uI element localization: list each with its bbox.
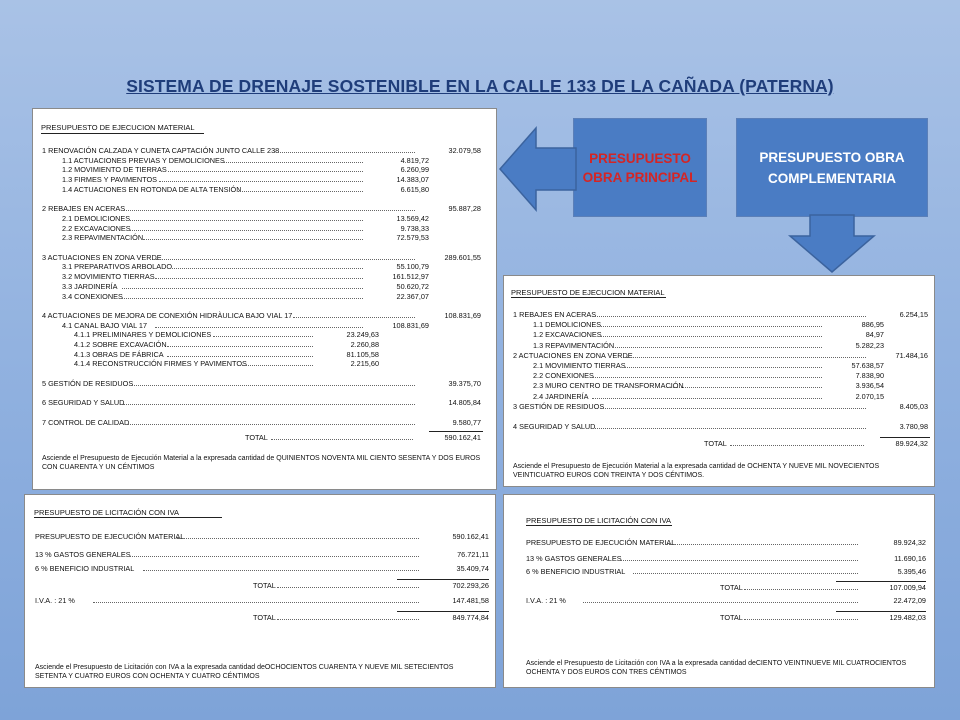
row-value: 2.215,60 (350, 359, 379, 369)
budget-row (504, 392, 932, 401)
row-leader (744, 619, 858, 620)
budget-row (33, 214, 493, 223)
row-leader (277, 619, 419, 620)
row-leader (122, 298, 363, 299)
presupuesto-principal-label (573, 118, 707, 217)
budget-note: Asciende el Presupuesto de Ejecución Material a la expresada cantidad de QUINIENTOS NOVENTA MIL CIENTO SESENTA Y DOS EUROS CON CUARENTA Y UN CÉNTIMOS (42, 455, 481, 471)
row-label: 2.3 MURO CENTRO DE TRANSFORMACIÓN (533, 381, 684, 391)
total-label: TOTAL (245, 433, 268, 443)
row-label: 1.2 EXCAVACIONES (533, 330, 602, 340)
row-leader (156, 259, 415, 260)
budget-row (33, 146, 493, 155)
row-value: 5.282,23 (855, 340, 884, 350)
row-value: 13.569,42 (396, 213, 429, 223)
beneficio-industrial-row (504, 567, 932, 576)
row-label: 5 GESTIÓN DE RESIDUOS (42, 378, 134, 388)
row-label: 7 CONTROL DE CALIDAD (42, 417, 130, 427)
row-value: 50.620,72 (396, 281, 429, 291)
row-value: 55.100,79 (396, 262, 429, 272)
panel-heading: PRESUPUESTO DE LICITACIÓN CON IVA (34, 508, 180, 517)
panel-heading: PRESUPUESTO DE EJECUCION MATERIAL (511, 288, 665, 297)
row-leader (168, 171, 363, 172)
row-value: 129.482,03 (889, 613, 926, 622)
panel-heading: PRESUPUESTO DE LICITACIÓN CON IVA (526, 516, 672, 525)
row-label: 2.2 EXCAVACIONES (62, 223, 131, 233)
row-label: 2 REBAJES EN ACERAS (42, 204, 126, 214)
row-value: 57.638,57 (851, 361, 884, 370)
row-value: 14.383,07 (396, 175, 429, 185)
row-value: 6.260,99 (400, 165, 429, 175)
budget-row (33, 272, 493, 281)
row-leader (601, 408, 866, 409)
budget-row (33, 359, 493, 368)
budget-row (33, 379, 493, 388)
row-leader (633, 573, 858, 574)
row-label: 3.4 CONEXIONES (62, 291, 123, 301)
row-label: 4.1.2 SOBRE EXCAVACIÓN (74, 340, 167, 349)
pem-complementaria-panel (503, 275, 935, 487)
budget-row (33, 292, 493, 301)
row-label: 3.3 JARDINERÍA (62, 281, 118, 291)
budget-row (33, 253, 493, 262)
heading-underline (34, 517, 222, 518)
licitacion-principal-panel (24, 494, 496, 688)
row-leader (130, 220, 363, 221)
row-leader (613, 347, 822, 348)
budget-row (504, 381, 932, 390)
total-value: 590.162,41 (444, 433, 481, 443)
row-label: 2.4 JARDINERÍA (533, 391, 589, 401)
budget-row (33, 350, 493, 359)
row-label: 2.2 CONEXIONES (533, 371, 594, 381)
budget-row (33, 156, 493, 165)
row-label: I.V.A. : 21 % (526, 596, 566, 605)
row-leader (670, 387, 822, 388)
row-label: TOTAL (720, 613, 743, 622)
row-value: 32.079,58 (448, 146, 481, 155)
row-label: 2.1 MOVIMIENTO TIERRAS (533, 361, 626, 370)
row-value: 4.819,72 (400, 155, 429, 165)
row-leader (93, 602, 419, 603)
sum-rule (397, 579, 489, 580)
budget-row (33, 204, 493, 213)
row-value: 849.774,84 (452, 613, 489, 622)
row-value: 89.924,32 (893, 538, 926, 547)
total-rule (429, 431, 483, 432)
row-label: 6 SEGURIDAD Y SALUD (42, 398, 125, 408)
row-leader (123, 404, 415, 405)
row-leader (143, 570, 419, 571)
total-row (504, 613, 932, 622)
budget-row (33, 262, 493, 271)
row-leader (238, 191, 363, 192)
row-label: I.V.A. : 21 % (35, 596, 75, 605)
row-label: 2 ACTUACIONES EN ZONA VERDE (513, 350, 633, 360)
row-label: 4.1.3 OBRAS DE FÁBRICA (74, 349, 164, 359)
sum-rule (397, 611, 489, 612)
row-value: 161.512,97 (392, 272, 429, 282)
row-leader (592, 398, 822, 399)
presupuesto-complementaria-label (736, 118, 928, 217)
budget-row (33, 321, 493, 330)
budget-row (33, 330, 493, 339)
budget-note: Asciende el Presupuesto de Ejecución Material a la expresada cantidad de OCHENTA Y NUEVE MIL NOVECIENTOS VEINTICUATRO EUROS CON TREINTA Y DOS CÉNTIMOS. (513, 463, 880, 479)
row-value: 2.070,15 (855, 391, 884, 401)
row-value: 6.615,80 (400, 184, 429, 194)
row-leader (242, 365, 313, 366)
licitacion-note: Asciende el Presupuesto de Licitación con IVA a la expresada cantidad deCIENTO VEINTINUEVE MIL CUATROCIENTOS OCHENTA Y DOS EUROS CON TRES CÉNTIMOS (526, 660, 907, 676)
sum-rule (836, 611, 926, 612)
row-leader (168, 268, 363, 269)
row-label: 3.1 PREPARATIVOS ARBOLADO (62, 262, 173, 272)
gastos-generales-row (504, 554, 932, 563)
heading-underline (511, 297, 666, 298)
row-label: TOTAL (720, 583, 743, 592)
heading-underline (41, 133, 204, 134)
row-label: 4.1.1 PRELIMINARES Y DEMOLICIONES (74, 330, 212, 340)
row-value: 107.009,94 (889, 583, 926, 592)
row-value: 7.838,90 (855, 371, 884, 381)
row-label: PRESUPUESTO DE EJECUCIÓN MATERIAL (35, 532, 185, 541)
row-leader (155, 278, 363, 279)
row-value: 5.395,46 (897, 567, 926, 576)
row-value: 72.579,53 (396, 233, 429, 243)
row-value: 9.580,77 (452, 417, 481, 427)
row-label: 1.2 MOVIMIENTO DE TIERRAS (62, 165, 167, 175)
row-leader (601, 326, 822, 327)
row-value: 6.254,15 (899, 310, 928, 319)
row-value: 35.409,74 (456, 564, 489, 573)
row-leader (131, 385, 415, 386)
budget-row (504, 402, 932, 411)
arrow-down-icon (787, 214, 877, 274)
gastos-generales-row (25, 550, 493, 559)
row-value: 11.690,16 (894, 554, 926, 563)
row-label: TOTAL (253, 581, 276, 590)
licitacion-complementaria-panel (503, 494, 935, 688)
budget-row (504, 371, 932, 380)
row-value: 71.484,16 (895, 350, 928, 360)
budget-row (504, 341, 932, 350)
row-label: 2.3 REPAVIMENTACIÓN (62, 233, 144, 243)
row-label: 3 GESTIÓN DE RESIDUOS (513, 401, 605, 411)
sum-rule (836, 581, 926, 582)
row-label: 2.1 DEMOLICIONES (62, 213, 131, 223)
row-leader (127, 424, 415, 425)
row-leader (177, 538, 419, 539)
budget-row (33, 311, 493, 320)
row-leader (593, 316, 866, 317)
row-leader (744, 589, 858, 590)
budget-row (33, 233, 493, 242)
row-label: 4 ACTUACIONES DE MEJORA DE CONEXIÓN HIDRÀULICA BAJO VIAL 17 (42, 310, 293, 320)
row-leader (272, 152, 415, 153)
iva-row (504, 596, 932, 605)
budget-row (33, 398, 493, 407)
row-leader (130, 556, 419, 557)
heading-underline (526, 525, 672, 526)
row-leader (213, 336, 313, 337)
budget-row (504, 320, 932, 329)
pem-row (504, 538, 932, 547)
row-label: 4.1.4 RECONSTRUCCIÓN FIRMES Y PAVIMENTOS (74, 359, 247, 369)
row-leader (277, 587, 419, 588)
budget-row (33, 224, 493, 233)
row-value: 3.936,54 (855, 381, 884, 391)
row-value: 289.601,55 (444, 252, 481, 262)
total-row (25, 613, 493, 622)
row-leader (601, 336, 822, 337)
row-leader (222, 162, 363, 163)
budget-row (504, 422, 932, 431)
row-value: 81.105,58 (346, 349, 379, 359)
row-leader (626, 357, 866, 358)
row-value: 84,97 (865, 330, 884, 340)
row-label: 1.1 ACTUACIONES PREVIAS Y DEMOLICIONES (62, 155, 225, 165)
budget-row (33, 165, 493, 174)
budget-row (33, 340, 493, 349)
budget-row (33, 282, 493, 291)
budget-row (33, 185, 493, 194)
licitacion-note: Asciende el Presupuesto de Licitación con IVA a la expresada cantidad deOCHOCIENTOS CUARENTA Y NUEVE MIL SETECIENTOS SETENTA Y CUATRO EUROS CON OCHENTA Y CUATRO CÉNTIMOS (35, 664, 454, 680)
row-leader (592, 377, 822, 378)
row-leader (625, 367, 822, 368)
row-value: 702.293,26 (452, 581, 489, 590)
budget-row (33, 418, 493, 427)
row-value: 39.375,70 (448, 378, 481, 388)
row-value: 23.249,63 (346, 330, 379, 340)
row-label: 1.1 DEMOLICIONES (533, 320, 602, 330)
row-leader (167, 346, 313, 347)
presupuesto-principal-text: PRESUPUESTO OBRA PRINCIPAL (582, 150, 698, 185)
row-leader (122, 288, 363, 289)
row-label: 13 % GASTOS GENERALES (526, 554, 622, 563)
panel-heading: PRESUPUESTO DE EJECUCION MATERIAL (41, 123, 195, 132)
row-value: 886,95 (861, 320, 884, 330)
row-label: PRESUPUESTO DE EJECUCIÓN MATERIAL (526, 538, 676, 547)
presupuesto-complementaria-text: PRESUPUESTO OBRA COMPLEMENTARIA (759, 149, 905, 186)
row-value: 14.805,84 (448, 398, 481, 408)
row-value: 108.831,69 (444, 310, 481, 320)
row-leader (293, 317, 415, 318)
row-value: 147.481,58 (452, 596, 489, 605)
row-leader (155, 327, 363, 328)
row-leader (583, 602, 858, 603)
total-value: 89.924,32 (895, 439, 928, 449)
total-label: TOTAL (704, 439, 727, 449)
row-leader (666, 544, 858, 545)
row-value: 95.887,28 (448, 204, 481, 214)
row-value: 22.367,07 (396, 291, 429, 301)
row-label: 1.4 ACTUACIONES EN ROTONDA DE ALTA TENSIÓN (62, 184, 242, 194)
row-label: 1 REBAJES EN ACERAS (513, 310, 597, 319)
row-leader (620, 560, 858, 561)
total-row (504, 439, 932, 448)
row-leader (130, 230, 363, 231)
row-label: 4 SEGURIDAD Y SALUD (513, 422, 596, 432)
row-label: 6 % BENEFICIO INDUSTRIAL (526, 567, 626, 576)
total-leader (730, 445, 864, 446)
subtotal-row (25, 581, 493, 590)
row-label: 1.3 FIRMES Y PAVIMENTOS (62, 175, 158, 185)
budget-row (504, 310, 932, 319)
row-leader (123, 210, 415, 211)
row-label: 6 % BENEFICIO INDUSTRIAL (35, 564, 135, 573)
row-value: 22.472,09 (893, 596, 926, 605)
row-label: 13 % GASTOS GENERALES (35, 550, 131, 559)
row-leader (167, 356, 313, 357)
budget-row (33, 175, 493, 184)
total-row (33, 433, 493, 442)
row-value: 9.738,33 (400, 223, 429, 233)
budget-row (504, 330, 932, 339)
row-leader (593, 428, 866, 429)
total-rule (880, 437, 930, 438)
total-leader (271, 439, 413, 440)
pem-row (25, 532, 493, 541)
row-label: TOTAL (253, 613, 276, 622)
row-leader (143, 239, 363, 240)
page-title: SISTEMA DE DRENAJE SOSTENIBLE EN LA CALLE 133 DE LA CAÑADA (PATERNA) (126, 76, 834, 96)
row-label: 4.1 CANAL BAJO VIAL 17 (62, 320, 148, 330)
row-value: 108.831,69 (392, 320, 429, 330)
row-label: 3 ACTUACIONES EN ZONA VERDE (42, 252, 162, 262)
row-value: 76.721,11 (457, 550, 489, 559)
row-label: 1.3 REPAVIMENTACIÓN (533, 340, 615, 350)
row-label: 3.2 MOVIMIENTO TIERRAS (62, 272, 155, 282)
row-leader (159, 181, 363, 182)
row-value: 2.260,88 (350, 340, 379, 349)
row-value: 590.162,41 (452, 532, 489, 541)
beneficio-industrial-row (25, 564, 493, 573)
budget-row (504, 351, 932, 360)
budget-row (504, 361, 932, 370)
row-value: 8.405,03 (899, 401, 928, 411)
subtotal-row (504, 583, 932, 592)
row-label: 1 RENOVACIÓN CALZADA Y CUNETA CAPTACIÓN JUNTO CALLE 238 (42, 146, 280, 155)
arrow-left-icon (498, 124, 578, 214)
iva-row (25, 596, 493, 605)
row-value: 3.780,98 (899, 422, 928, 432)
pem-principal-panel (32, 108, 497, 490)
